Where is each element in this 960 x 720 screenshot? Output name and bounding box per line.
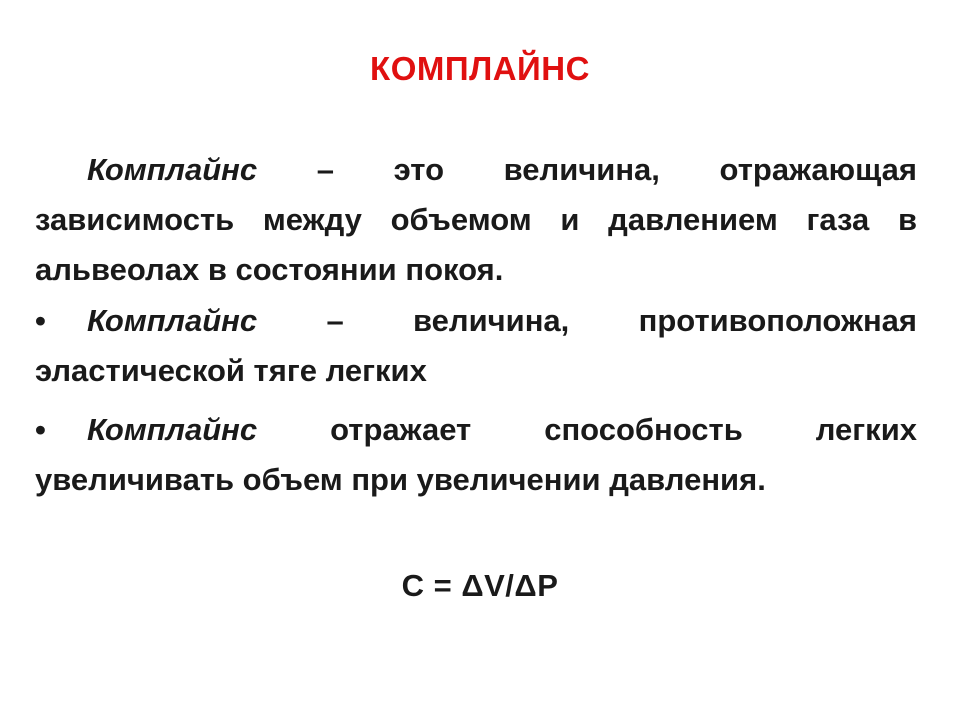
bullet-term: Комплайнс [87,412,258,447]
definition-text: – это величина, отражающая зависимость между объемом и давлением газа в альвеолах в состоянии покоя. [35,152,917,287]
bullet-item-1 [35,296,917,396]
definition-term: Комплайнс [87,152,258,187]
slide-title: КОМПЛАЙНС [370,50,590,87]
bullet-marker: • [35,412,46,447]
bullet-term: Комплайнс [87,303,258,338]
bullet-marker: • [35,303,46,338]
bullet-item-2 [35,405,917,505]
bullet-text: – величина, противоположная эластической тяге легких [35,303,917,388]
compliance-formula: C = ΔV/ΔP [401,568,559,603]
bullet-text: отражает способность легких увеличивать объем при увеличении давления. [35,412,917,497]
definition-paragraph [35,145,917,295]
